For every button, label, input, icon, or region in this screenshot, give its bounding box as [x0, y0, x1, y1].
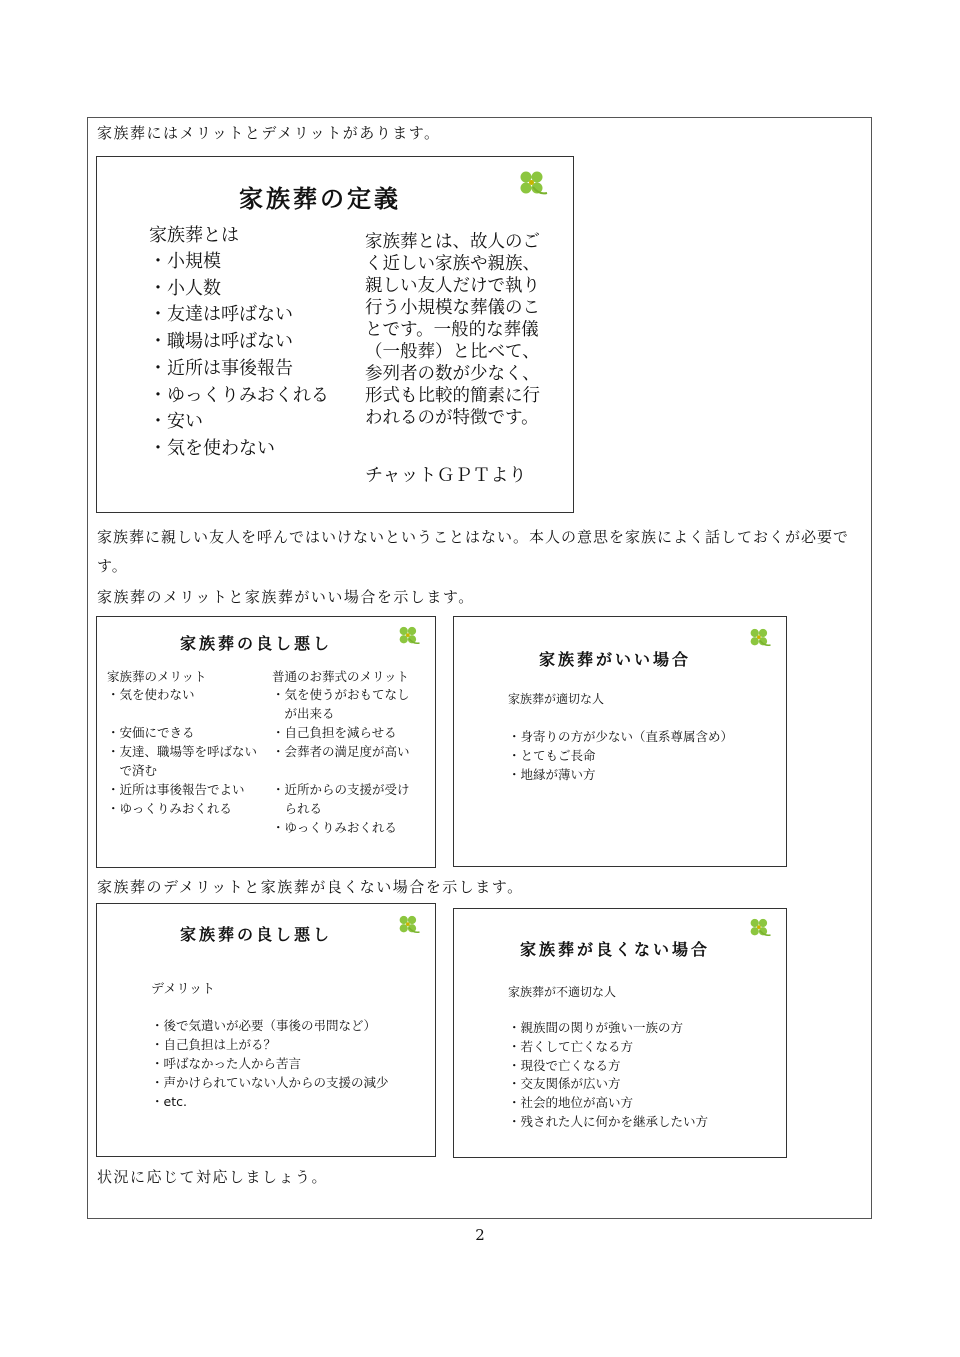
good-list [508, 727, 733, 784]
list-item: ・会葬者の満足度が高い [272, 744, 410, 759]
list-item: ・自己負担を減らせる [272, 725, 397, 740]
list-item: ・若くして亡くなる方 [508, 1038, 634, 1054]
text-line: 行う小規模な葬儀のこ [365, 298, 540, 318]
list-item: ・近所は事後報告 [149, 357, 293, 379]
list-item: ・ゆっくりみおくれる [272, 820, 397, 835]
demerit-list [151, 1016, 389, 1111]
list-item: ・社会的地位が高い方 [508, 1095, 634, 1111]
list-item: ・安価にできる [107, 725, 195, 740]
definition-source: チャットＧＰＴより [365, 465, 527, 486]
slide-bad-cases [453, 908, 787, 1158]
clover-icon [517, 169, 551, 199]
clover-icon [748, 627, 774, 650]
text-line: とです。一般的な葬儀 [365, 320, 539, 340]
intro-text: 家族葬にはメリットとデメリットがあります。 [97, 124, 441, 142]
list-item: られる [272, 801, 323, 816]
slide-title: 家族葬の定義 [239, 184, 401, 213]
text-line: われるのが特徴です。 [365, 408, 539, 428]
slide-title: 家族葬がいい場合 [538, 650, 691, 669]
slide-title: 家族葬の良し悪し [179, 634, 332, 653]
list-item: ・自己負担は上がる？ [151, 1037, 277, 1052]
text-line: 形式も比較的簡素に行 [365, 386, 540, 406]
list-item [272, 761, 410, 780]
demerit-heading: デメリット [151, 982, 215, 997]
list-item: ・安い [149, 411, 203, 433]
paragraph-3: 家族葬のデメリットと家族葬が良くない場合を示します。 [97, 878, 524, 896]
list-item: が出来る [272, 706, 335, 721]
slide-demerits [96, 903, 436, 1157]
family-merit-list [107, 685, 257, 818]
list-item: ・交友関係が広い方 [508, 1076, 621, 1092]
list-item: ・後で気遣いが必要（事後の弔問など） [151, 1018, 377, 1033]
list-item: ・親族間の関りが強い一族の方 [508, 1020, 684, 1035]
definition-list [149, 249, 329, 463]
list-item: ・現役で亡くなる方 [508, 1057, 621, 1073]
list-item: ・近所は事後報告でよい [107, 782, 245, 797]
slide-title: 家族葬の良し悪し [179, 925, 332, 944]
list-item: ・etc. [151, 1094, 187, 1109]
list-item: ・ゆっくりみおくれる [107, 801, 232, 816]
slide-title: 家族葬が良くない場合 [519, 940, 710, 959]
list-item: ・呼ばなかった人から苦言 [151, 1056, 302, 1071]
page-number: 2 [475, 1226, 485, 1244]
clover-icon [397, 914, 423, 937]
text-line: く近しい家族や親族、 [365, 254, 540, 274]
bad-heading: 家族葬が不適切な人 [508, 985, 617, 999]
paragraph-1: 家族葬に親しい友人を呼んではいけないということはない。本人の意思を家族によく話しておくが必要です。 [97, 528, 850, 575]
clover-icon [397, 625, 423, 648]
list-item: ・ゆっくりみおくれる [149, 384, 329, 406]
slide-good-cases [453, 616, 787, 867]
normal-merit-list [272, 685, 410, 837]
family-merit-heading: 家族葬のメリット [107, 669, 207, 684]
definition-heading: 家族葬とは [149, 225, 239, 246]
list-item: ・気を使わない [149, 437, 275, 459]
closing-text: 状況に応じて対応しましょう。 [97, 1168, 329, 1186]
list-item: ・気を使わない [107, 687, 195, 702]
list-item: ・残された人に何かを継承したい方 [508, 1113, 709, 1129]
text-line: 親しい友人だけで執り [365, 276, 540, 296]
list-item: ・近所からの支援が受け [272, 782, 410, 797]
list-item: ・小規模 [149, 251, 221, 272]
list-item: ・気を使うがおもてなし [272, 687, 410, 702]
paragraph-2: 家族葬のメリットと家族葬がいい場合を示します。 [97, 588, 475, 606]
bad-list [508, 1019, 708, 1132]
slide-definition [96, 156, 574, 513]
list-item: ・声かけられていない人からの支援の減少 [151, 1075, 389, 1090]
slide-merits [96, 616, 436, 868]
normal-merit-heading: 普通のお葬式のメリット [272, 669, 410, 684]
list-item: ・友達は呼ばない [149, 304, 293, 326]
list-item: ・地縁が薄い方 [508, 767, 596, 782]
text-line: 参列者の数が少なく、 [365, 364, 540, 384]
list-item [107, 704, 257, 723]
list-item: ・身寄りの方が少ない（直系尊属含め） [508, 729, 734, 744]
text-line: 家族葬とは、故人のご [365, 232, 540, 252]
list-item: ・小人数 [149, 277, 221, 299]
text-line: （一般葬）と比べて、 [365, 342, 540, 362]
list-item: ・友達、職場等を呼ばない [107, 744, 258, 759]
list-item: ・とてもご長命 [508, 748, 596, 763]
clover-icon [748, 917, 774, 940]
list-item: ・職場は呼ばない [149, 331, 293, 353]
good-heading: 家族葬が適切な人 [508, 692, 605, 706]
list-item: で済む [107, 763, 158, 778]
definition-body [365, 231, 540, 429]
